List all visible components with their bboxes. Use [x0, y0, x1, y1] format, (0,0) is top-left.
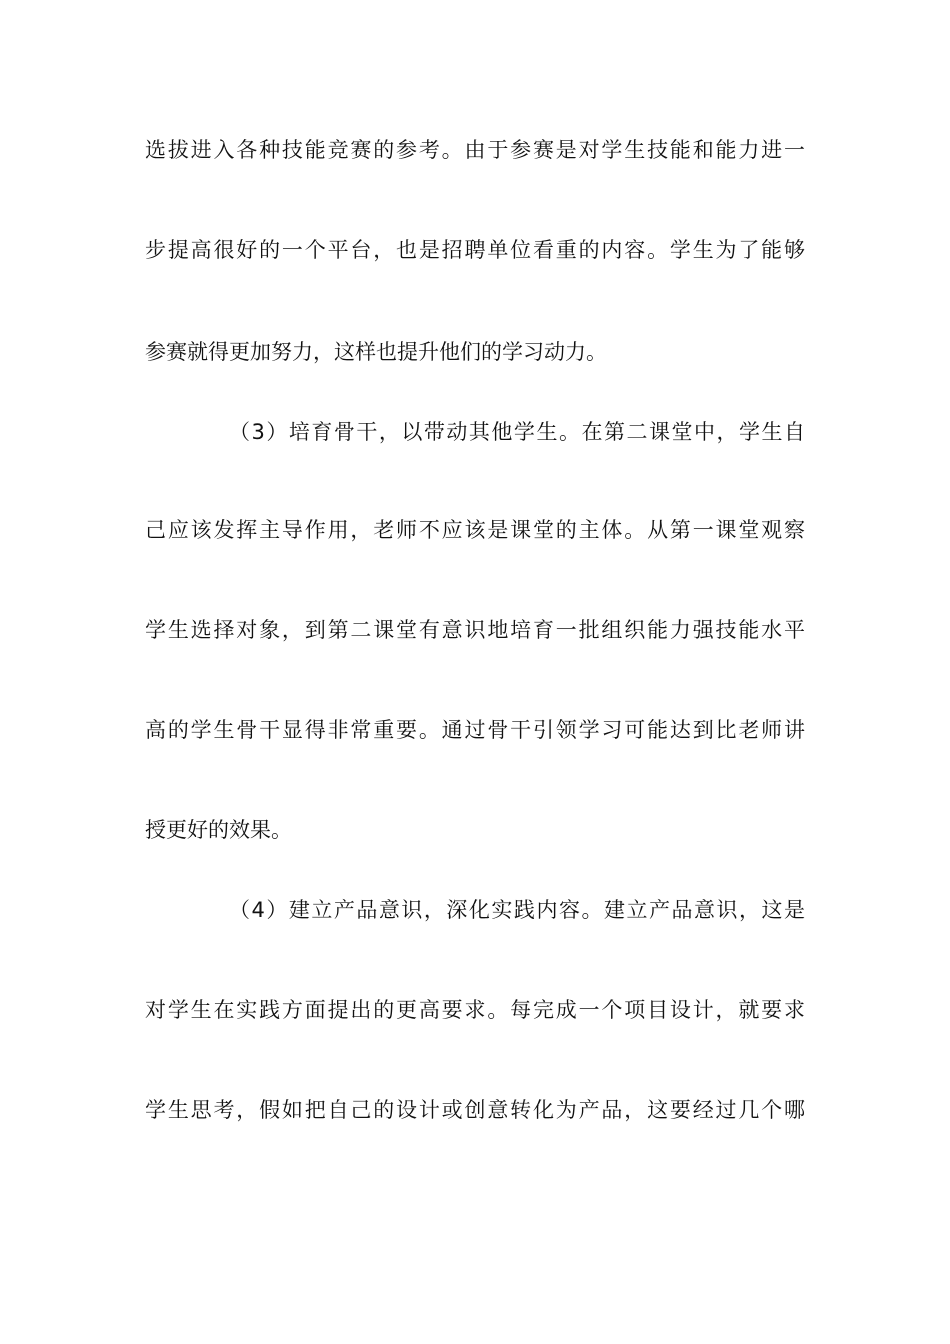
- text-line-7: 高的学生骨干显得非常重要。通过骨干引领学习可能达到比老师讲: [145, 718, 805, 742]
- text-line-9: （4）建立产品意识，深化实践内容。建立产品意识，这是: [229, 898, 805, 922]
- text-line-4: （3）培育骨干，以带动其他学生。在第二课堂中，学生自: [229, 420, 805, 444]
- text-line-1: 选拔进入各种技能竞赛的参考。由于参赛是对学生技能和能力进一: [145, 138, 805, 162]
- text-line-11: 学生思考，假如把自己的设计或创意转化为产品，这要经过几个哪: [145, 1098, 805, 1122]
- text-line-5: 己应该发挥主导作用，老师不应该是课堂的主体。从第一课堂观察: [145, 518, 805, 542]
- text-line-8: 授更好的效果。: [145, 818, 292, 842]
- text-line-3: 参赛就得更加努力，这样也提升他们的学习动力。: [145, 340, 607, 364]
- text-line-2: 步提高很好的一个平台，也是招聘单位看重的内容。学生为了能够: [145, 238, 805, 262]
- text-line-10: 对学生在实践方面提出的更高要求。每完成一个项目设计，就要求: [145, 998, 805, 1022]
- text-line-6: 学生选择对象，到第二课堂有意识地培育一批组织能力强技能水平: [145, 618, 805, 642]
